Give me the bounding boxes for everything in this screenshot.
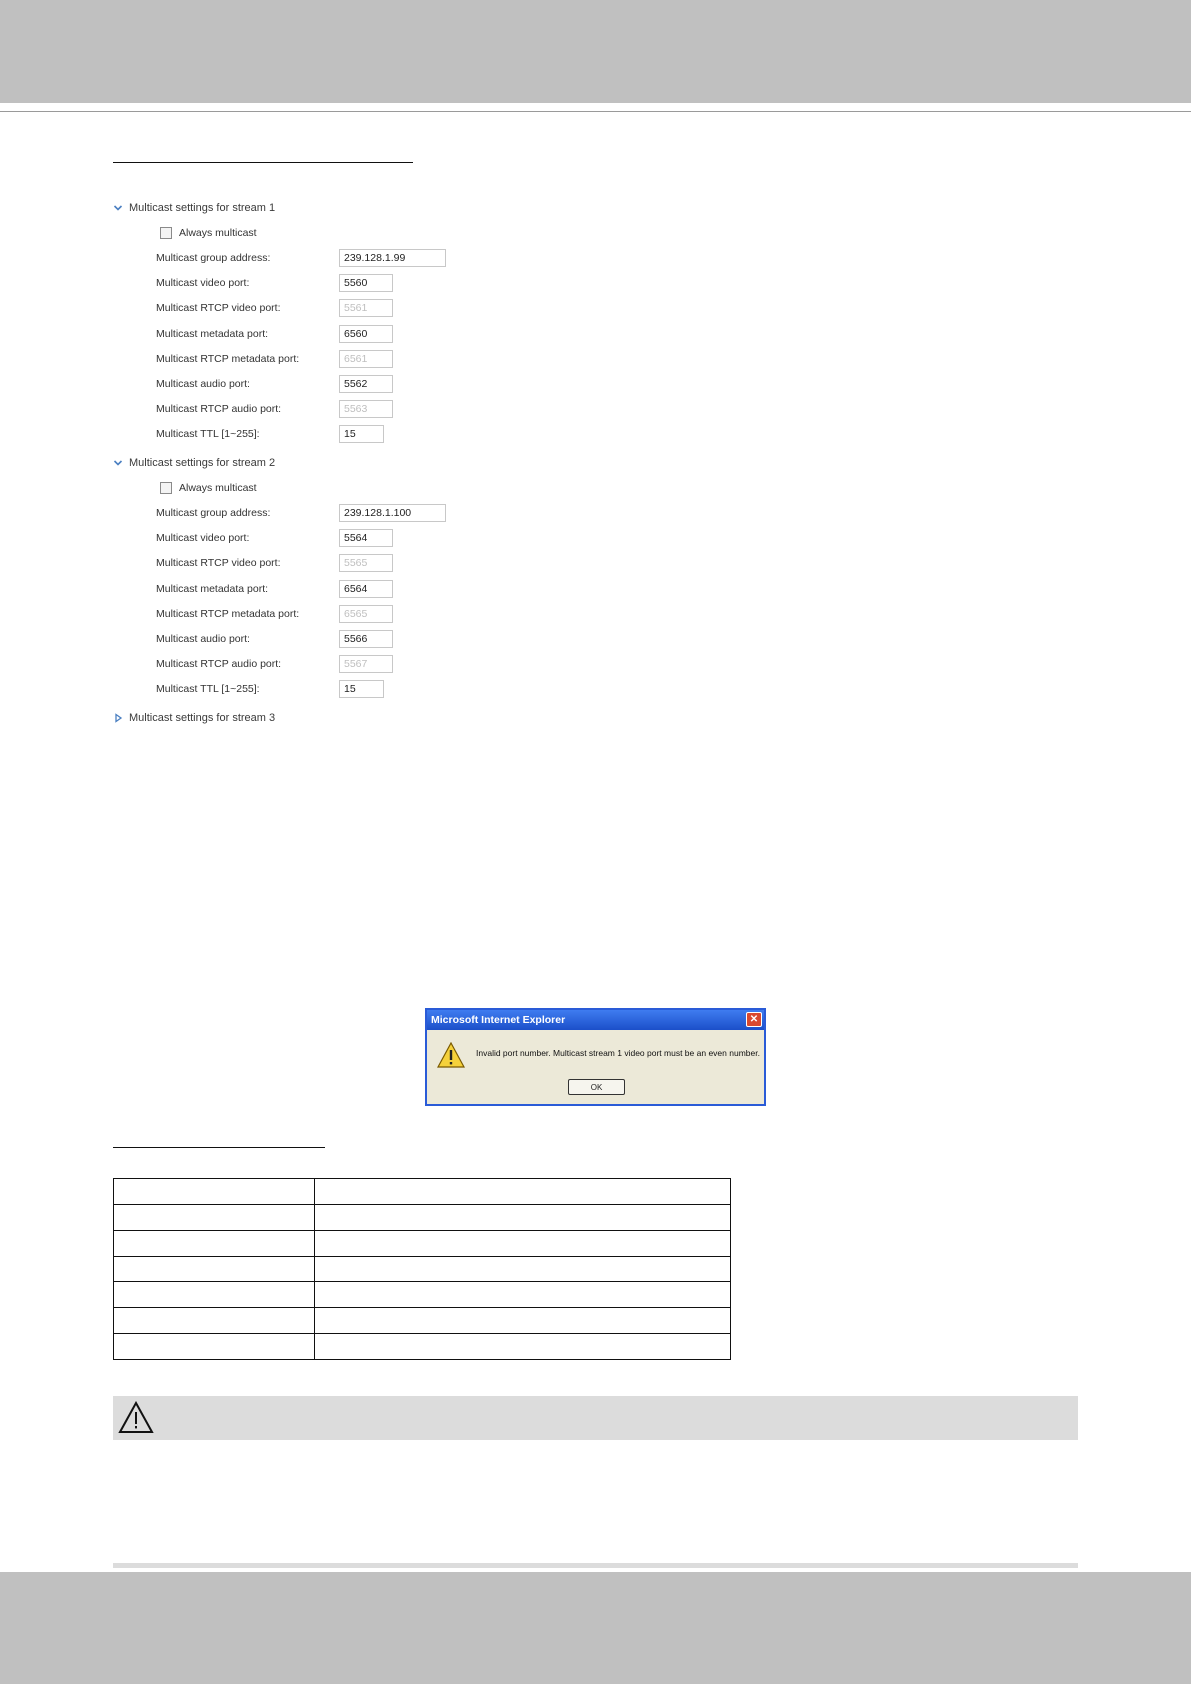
setting-row (156, 424, 486, 444)
header-rule (0, 111, 1191, 112)
table-cell (315, 1179, 731, 1205)
table-row (114, 1256, 731, 1282)
setting-input[interactable]: 6560 (339, 325, 393, 343)
table-row (114, 1179, 731, 1205)
setting-row (156, 528, 486, 548)
setting-label: Multicast RTCP audio port: (156, 658, 282, 671)
footer-rule (113, 1563, 1078, 1568)
table-cell (315, 1308, 731, 1334)
setting-label: Multicast RTCP metadata port: (156, 352, 300, 365)
setting-row (156, 374, 486, 394)
caution-icon (118, 1401, 154, 1434)
table-cell (315, 1282, 731, 1308)
setting-row (156, 679, 486, 699)
setting-row (156, 579, 486, 599)
setting-row (156, 248, 486, 268)
chevron-down-icon (113, 203, 123, 213)
heading-underline-1 (113, 162, 413, 163)
setting-input: 5561 (339, 299, 393, 317)
heading-underline-2 (113, 1147, 325, 1148)
setting-row (156, 654, 486, 674)
alert-dialog (425, 1008, 766, 1106)
dialog-title: Microsoft Internet Explorer (431, 1014, 566, 1026)
table-cell (114, 1308, 315, 1334)
setting-input[interactable]: 15 (339, 425, 384, 443)
setting-input: 5563 (339, 400, 393, 418)
setting-input: 5567 (339, 655, 393, 673)
stream-2-toggle[interactable] (113, 455, 275, 471)
setting-row (156, 273, 486, 293)
table-row (114, 1282, 731, 1308)
chevron-down-icon (113, 458, 123, 468)
setting-input[interactable]: 239.128.1.100 (339, 504, 446, 522)
table-row (114, 1308, 731, 1334)
setting-row (156, 553, 486, 573)
setting-input: 5565 (339, 554, 393, 572)
table-row (114, 1230, 731, 1256)
setting-label: Multicast RTCP audio port: (156, 403, 282, 416)
setting-input: 6565 (339, 605, 393, 623)
stream-1-label: Multicast settings for stream 1 (129, 202, 276, 214)
setting-label: Multicast metadata port: (156, 327, 269, 340)
table-cell (315, 1334, 731, 1360)
setting-label: Multicast video port: (156, 277, 250, 290)
stream-3-toggle[interactable] (113, 710, 275, 726)
table-cell (114, 1256, 315, 1282)
stream-1-toggle[interactable] (113, 200, 275, 216)
setting-label: Multicast video port: (156, 532, 250, 545)
table-cell (315, 1204, 731, 1230)
dialog-title-bar (427, 1010, 764, 1030)
setting-input[interactable]: 15 (339, 680, 384, 698)
setting-input[interactable]: 5562 (339, 375, 393, 393)
data-table (113, 1178, 731, 1360)
table-cell (114, 1204, 315, 1230)
setting-row (156, 324, 486, 344)
dialog-message: Invalid port number. Multicast stream 1 video port must be an even number. (476, 1048, 760, 1058)
setting-row (156, 349, 486, 369)
table-cell (114, 1334, 315, 1360)
setting-input[interactable]: 5564 (339, 529, 393, 547)
setting-row (156, 399, 486, 419)
table-cell (315, 1230, 731, 1256)
always-multicast-checkbox[interactable] (160, 482, 172, 494)
setting-label: Multicast group address: (156, 507, 271, 519)
stream-3-label: Multicast settings for stream 3 (129, 712, 276, 724)
table-row (114, 1334, 731, 1360)
setting-input[interactable]: 239.128.1.99 (339, 249, 446, 267)
ok-button[interactable]: OK (568, 1079, 625, 1095)
setting-row (156, 298, 486, 318)
setting-input[interactable]: 5560 (339, 274, 393, 292)
footer-band (0, 1572, 1191, 1684)
setting-row (156, 604, 486, 624)
always-multicast-label: Always multicast (179, 227, 257, 239)
setting-label: Multicast audio port: (156, 633, 250, 645)
setting-row (156, 629, 486, 649)
setting-label: Multicast metadata port: (156, 582, 269, 595)
setting-label: Multicast RTCP metadata port: (156, 607, 300, 620)
always-multicast-checkbox[interactable] (160, 227, 172, 239)
setting-label: Multicast audio port: (156, 378, 250, 390)
setting-row (156, 503, 486, 523)
stream-2-label: Multicast settings for stream 2 (129, 457, 276, 469)
always-multicast-row (160, 479, 257, 497)
table-cell (114, 1230, 315, 1256)
triangle-right-icon (113, 713, 123, 723)
setting-input[interactable]: 6564 (339, 580, 393, 598)
setting-input[interactable]: 5566 (339, 630, 393, 648)
header-band (0, 0, 1191, 103)
table-cell (315, 1256, 731, 1282)
always-multicast-row (160, 224, 257, 242)
setting-label: Multicast group address: (156, 252, 271, 264)
table-cell (114, 1179, 315, 1205)
warning-icon (437, 1042, 465, 1068)
setting-label: Multicast RTCP video port: (156, 557, 281, 570)
table-cell (114, 1282, 315, 1308)
setting-label: Multicast TTL [1~255]: (156, 683, 260, 696)
always-multicast-label: Always multicast (179, 482, 257, 494)
setting-label: Multicast TTL [1~255]: (156, 428, 260, 441)
setting-label: Multicast RTCP video port: (156, 302, 281, 315)
table-row (114, 1204, 731, 1230)
caution-bar (113, 1396, 1078, 1440)
setting-input: 6561 (339, 350, 393, 368)
close-icon[interactable]: ✕ (746, 1012, 762, 1027)
